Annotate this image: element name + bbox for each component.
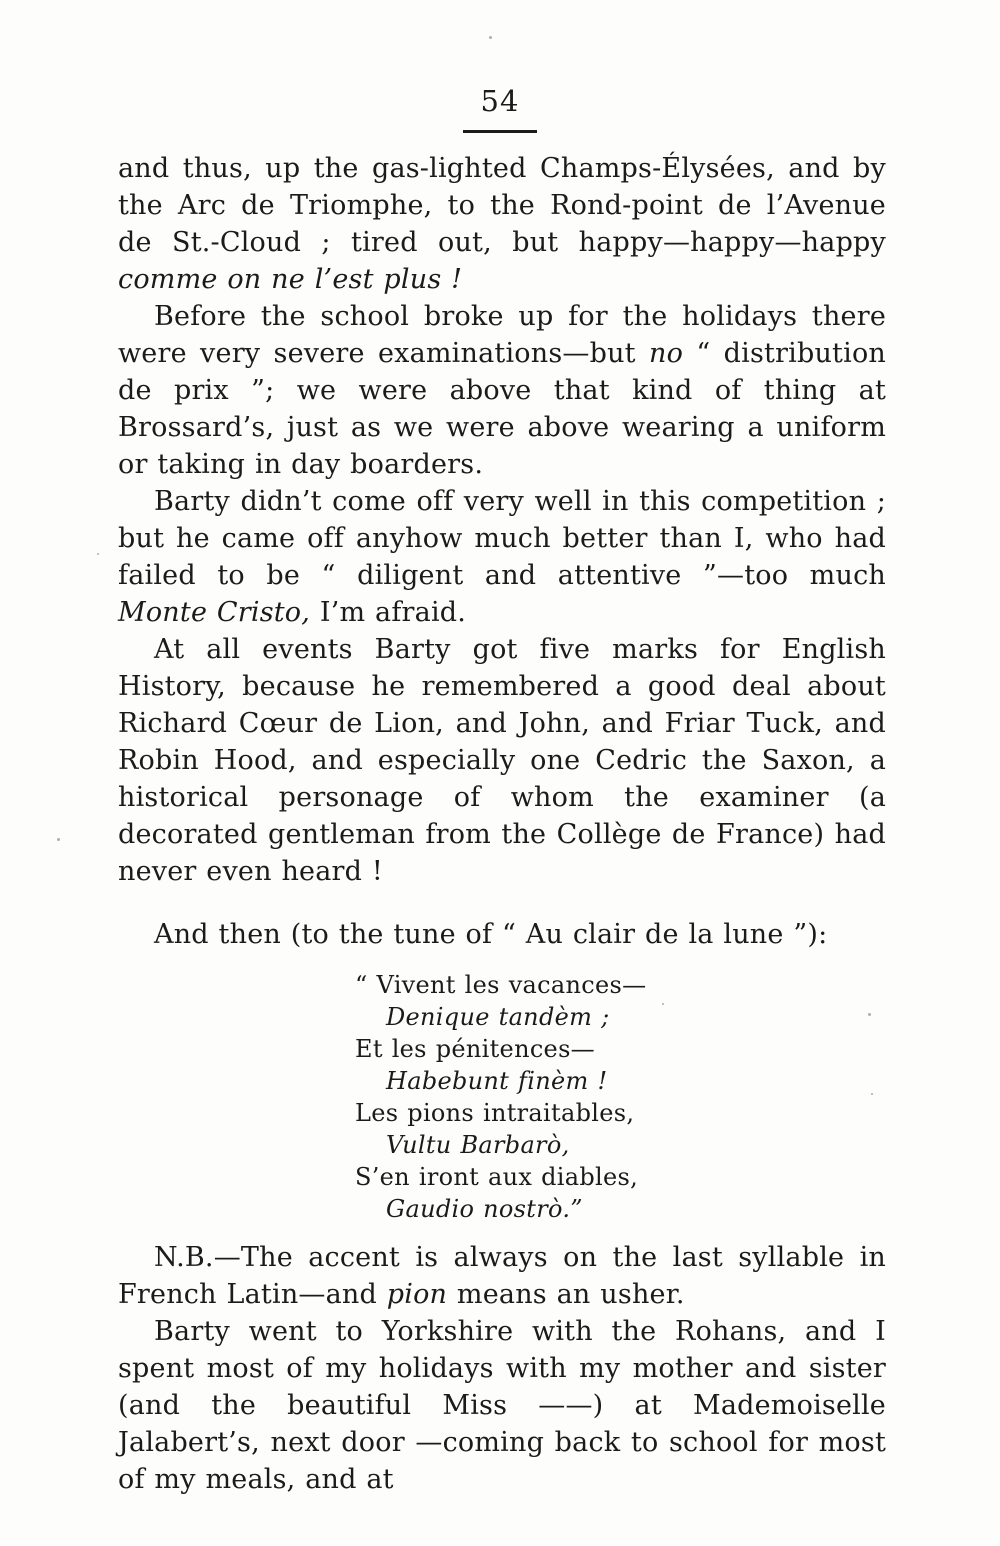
paragraph-text-italic: comme on ne l’est plus ! [118, 264, 463, 295]
verse-line: Habebunt finèm ! [386, 1067, 608, 1095]
paragraph-text: means an usher. [447, 1279, 685, 1310]
paragraph-text: N.B.—The accent is always on the last syllable in French Latin—and [118, 1242, 886, 1310]
paragraph-tune-intro [118, 916, 886, 953]
verse-block [355, 969, 886, 1225]
paragraph-holidays [118, 1313, 886, 1498]
verse-line: Les pions intraitables, [355, 1099, 635, 1127]
page-number: 54 [480, 84, 520, 118]
paragraph-text: and thus, up the gas-lighted Champs-Élysées, and by the Arc de Triomphe, to the Rond-point de l’Avenue de St.-Cloud ; tired out, but happy—happy—happy [118, 153, 886, 258]
paragraph-text: Barty went to Yorkshire with the Rohans, and I spent most of my holidays with my mother and sister (and the beautiful Miss ——) at Mademoiselle Jalabert’s, next door —coming back to school for most of my meals, and at [118, 1316, 886, 1495]
paragraph-opening [118, 150, 886, 298]
paragraph-text-italic: no [649, 338, 684, 369]
paragraph-text: And then (to the tune of “ Au clair de la lune ”): [154, 919, 828, 950]
paragraph-text: At all events Barty got five marks for English History, because he remembered a good deal about Richard Cœur de Lion, and John, and Friar Tuck, and Robin Hood, and especially one Cedric the Saxon, a historical personage of whom the examiner (a decorated gentleman from the Collège de France) had never even heard ! [118, 634, 886, 887]
verse-line: Denique tandèm ; [386, 1003, 610, 1031]
paragraph-text-italic: pion [386, 1279, 448, 1310]
scan-speck [57, 838, 60, 841]
scan-speck [868, 1013, 871, 1016]
paragraph-text: Before the school broke up for the holidays there were very severe examinations—but [118, 301, 886, 369]
page-number-rule [463, 130, 537, 133]
paragraph-barty-competition [118, 483, 886, 631]
verse-line: “ Vivent les vacances— [355, 971, 647, 999]
verse-line: Gaudio nostrò.” [386, 1195, 583, 1223]
scan-speck [662, 1003, 664, 1005]
verse-line: Et les pénitences— [355, 1035, 595, 1063]
paragraph-english-history [118, 631, 886, 890]
text-block [118, 150, 886, 1498]
paragraph-text-italic: Monte Cristo, [118, 597, 311, 628]
scan-speck [871, 1093, 873, 1095]
scan-speck [97, 553, 99, 555]
paragraph-text: Barty didn’t come off very well in this competition ; but he came off anyhow much better than I, who had failed to be “ diligent and attentive ”—too much [118, 486, 886, 591]
verse-line: Vultu Barbarò, [386, 1131, 570, 1159]
paragraph-text: “ distribution de prix ”; we were above that kind of thing at Brossard’s, just as we were above wearing a uniform or taking in day boarders. [118, 338, 886, 480]
paragraph-text: I’m afraid. [310, 597, 467, 628]
paragraph-nota-bene [118, 1239, 886, 1313]
scan-speck [489, 36, 492, 39]
paragraph-examinations [118, 298, 886, 483]
verse-line: S’en iront aux diables, [355, 1163, 639, 1191]
